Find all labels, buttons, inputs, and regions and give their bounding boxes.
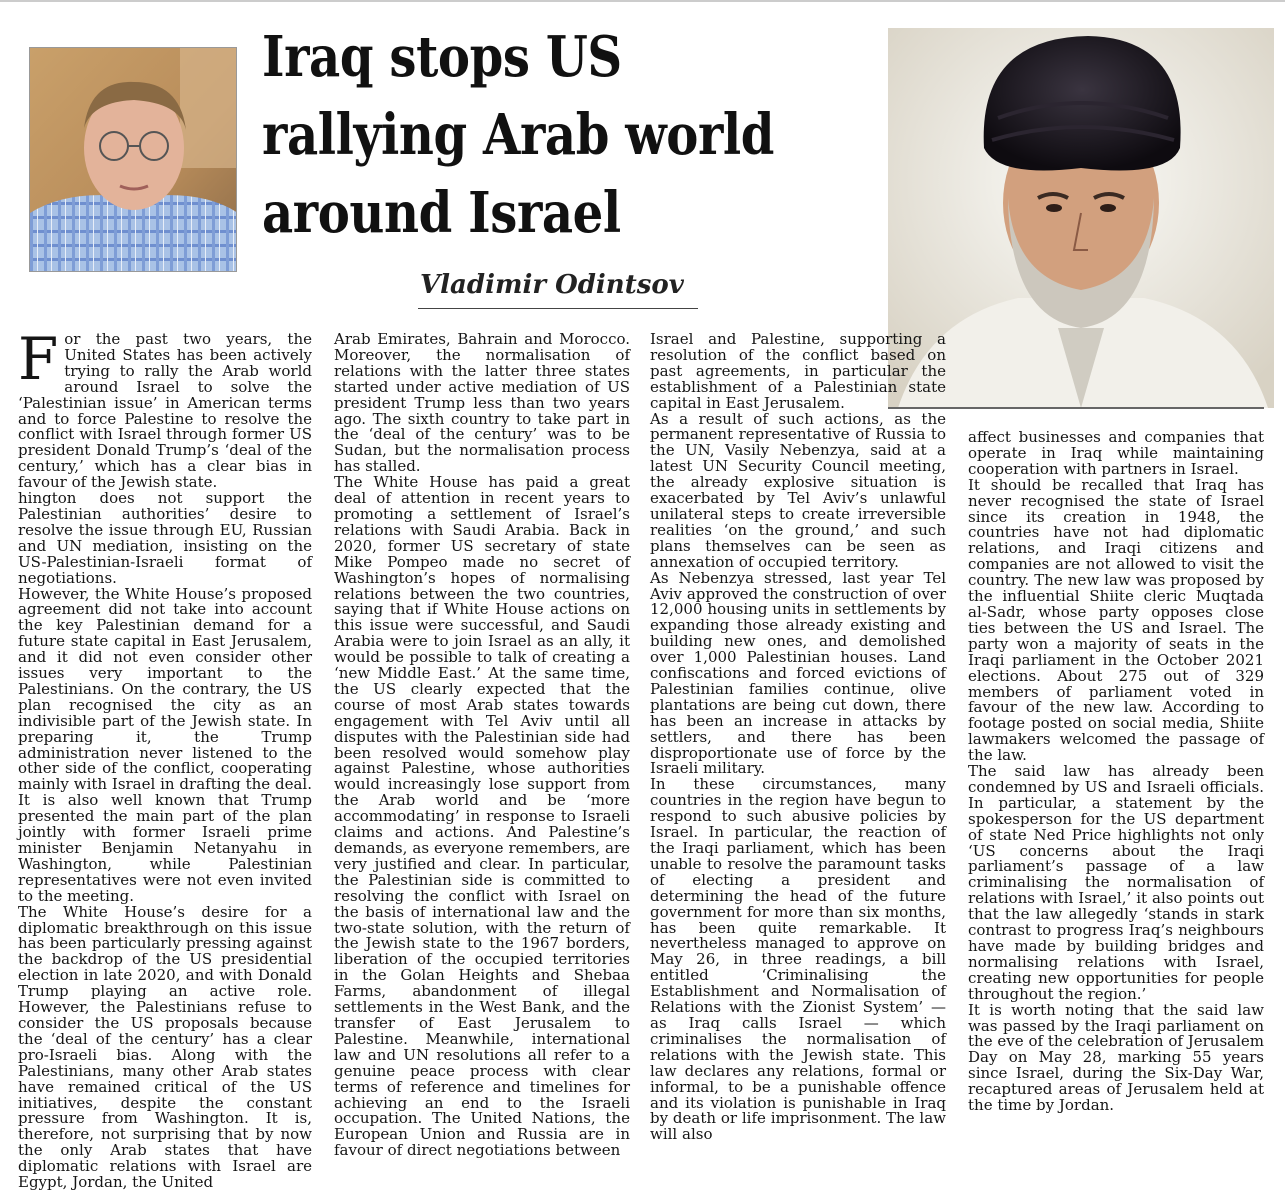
article-column-1: [18, 325, 312, 1191]
article-paragraph: It is worth noting that the said law was passed by the Iraqi parliament on the eve of the celebration of Jerusalem Day on May 28, marking 55 years since Israel, during the Six-Day War, recaptured areas of Jerusalem held at the time by Jordan.: [968, 1000, 1264, 1115]
author-photo: [29, 47, 237, 272]
article-paragraph: As a result of such actions, as the permanent representative of Russia to the UN, Vasily Nebenzya, said at a latest UN Security Council meeting, the already explosive situation is exacerbated by Tel Aviv’s unlawful unilateral steps to create irreversible realities ‘on the ground,’ and such plans themselves can be seen as annexation of occupied territory.: [650, 409, 946, 571]
article-paragraph: The White House has paid a great deal of attention in recent years to promoting a settlement of Israel’s relations with Saudi Arabia. Back in 2020, former US secretary of state Mike Pompeo made no secret of Washington’s hopes of normalising relations between the two countries, saying that if White House actions on this issue were successful, and Saudi Arabia were to join Israel as an ally, it would be possible to talk of creating a ‘new Middle East.’ At the same time, the US clearly expected that the course of most Arab states towards engagement with Tel Aviv until all disputes with the Palestinian side had been resolved would somehow play against Palestine, whose authorities would increasingly lose support from the Arab world and be ‘more accommodating’ in response to Israeli claims and actions. And Palestine’s demands, as everyone remembers, are very justified and clear. In particular, the Palestinian side is committed to resolving the conflict with Israel on the basis of international law and the two-state solution, with the return of the Jewish state to the 1967 borders, liberation of the occupied territories in the Golan Heights and Shebaa Farms, abandonment of illegal settlements in the West Bank, and the transfer of East Jerusalem to Palestine. Meanwhile, international law and UN resolutions all refer to a genuine peace process with clear terms of reference and timelines for achieving an end to the Israeli occupation. The United Nations, the European Union and Russia are in favour of direct negotiations between: [334, 473, 630, 1160]
author-portrait-image: [30, 48, 237, 272]
article-paragraph: However, the White House’s proposed agreement did not take into account the key Palestinian demand for a future state capital in East Jerusalem, and it did not even consider other issues very important to the Palestinians. On the contrary, the US plan recognised the city as an indivisible part of the Jewish state. In preparing it, the Trump administration never listened to the other side of the conflict, cooperating mainly with Israel in drafting the deal. It is also well known that Trump presented the main part of the plan jointly with former Israeli prime minister Benjamin Netanyahu in Washington, while Palestinian representatives were not even invited to the meeting.: [18, 584, 312, 905]
article-column-3: [650, 332, 946, 1143]
article-paragraph: [18, 325, 312, 492]
headline: Iraq stops US rallying Arab world around Israel: [262, 24, 775, 246]
article-paragraph: The said law has already been condemned by US and Israeli officials. In particular, a statement by the spokesperson for the US department of state Ned Price highlights not only ‘US concerns about the Iraqi parliament’s passage of a law criminalising the normalisation of relations with Israel,’ it also points out that the law allegedly ‘stands in stark contrast to progress Iraq’s neighbours have made by building bridges and normalising relations with Israel, creating new opportunities for people throughout the region.’: [968, 762, 1264, 1003]
article-paragraph: affect businesses and companies that operate in Iraq while maintaining cooperation with partners in Israel.: [968, 428, 1264, 478]
article-column-2: [334, 332, 630, 1159]
article-paragraph: Israel and Palestine, supporting a resolution of the conflict based on past agreements, in particular the establishment of a Palestinian state capital in East Jerusalem.: [650, 330, 946, 412]
article-column-4: [968, 430, 1264, 1114]
byline: Vladimir Odintsov: [420, 270, 684, 300]
article-paragraph: It should be recalled that Iraq has never recognised the state of Israel since its creation in 1948, the countries have not had diplomatic relations, and Iraqi citizens and companies are not allowed to visit the country. The new law was proposed by the influential Shiite cleric Muqtada al-Sadr, whose party opposes close ties between the US and Israel. The party won a majority of seats in the Iraqi parliament in the October 2021 elections. About 275 out of 329 members of parliament voted in favour of the new law. According to footage posted on social media, Shiite lawmakers welcomed the passage of the law.: [968, 475, 1264, 765]
article-paragraph: hington does not support the Palestinian authorities’ desire to resolve the issue through EU, Russian and UN mediation, insisting on the US-Palestinian-Israeli format of negotiations.: [18, 489, 312, 587]
article-paragraph: Arab Emirates, Bahrain and Morocco. Moreover, the normalisation of relations with the latter three states started under active mediation of US president Trump less than two years ago. The sixth country to take part in the ‘deal of the century’ was to be Sudan, but the normalisation process has stalled.: [334, 330, 630, 476]
article-paragraph: As Nebenzya stressed, last year Tel Aviv approved the construction of over 12,000 housing units in settlements by expanding those already existing and building new ones, and demolished over 1,000 Palestinian houses. Land confiscations and forced evictions of Palestinian families continue, olive plantations are being cut down, there has been an increase in attacks by settlers, and there has been disproportionate use of force by the Israeli military.: [650, 568, 946, 778]
article-paragraph: The White House’s desire for a diplomatic breakthrough on this issue has been particularly pressing against the backdrop of the US presidential election in late 2020, and with Donald Trump playing an active role. However, the Palestinians refuse to consider the US proposals because the ‘deal of the century’ has a clear pro-Israeli bias. Along with the Palestinians, many other Arab states have remained critical of the US initiatives, despite the constant pressure from Washington. It is, therefore, not surprising that by now the only Arab states that have diplomatic relations with Israel are Egypt, Jordan, the United: [18, 902, 312, 1191]
byline-underline: [418, 308, 698, 309]
top-border: [0, 0, 1285, 2]
article-paragraph: In these circumstances, many countries in the region have begun to respond to such abusive policies by Israel. In particular, the reaction of the Iraqi parliament, which has been unable to resolve the paramount tasks of electing a president and determining the head of the future government for more than six months, has been quite remarkable. It nevertheless managed to approve on May 26, in three readings, a bill entitled ‘Criminalising the Establishment and Normalisation of Relations with the Zionist System’ — as Iraq calls Israel — which criminalises the normalisation of relations with the Jewish state. This law declares any relations, formal or informal, to be a punishable offence and its violation is punishable in Iraq by death or life imprisonment. The law will also: [650, 775, 946, 1144]
drop-cap: F: [18, 325, 59, 393]
paragraph-text: or the past two years, the United States has been actively trying to rally the Arab world around Israel to solve the ‘Palestinian issue’ in American terms and to force Palestine to resolve the conflict with Israel through former US president Donald Trump’s ‘deal of the century,’ which has a clear bias in favour of the Jewish state.: [18, 330, 312, 492]
